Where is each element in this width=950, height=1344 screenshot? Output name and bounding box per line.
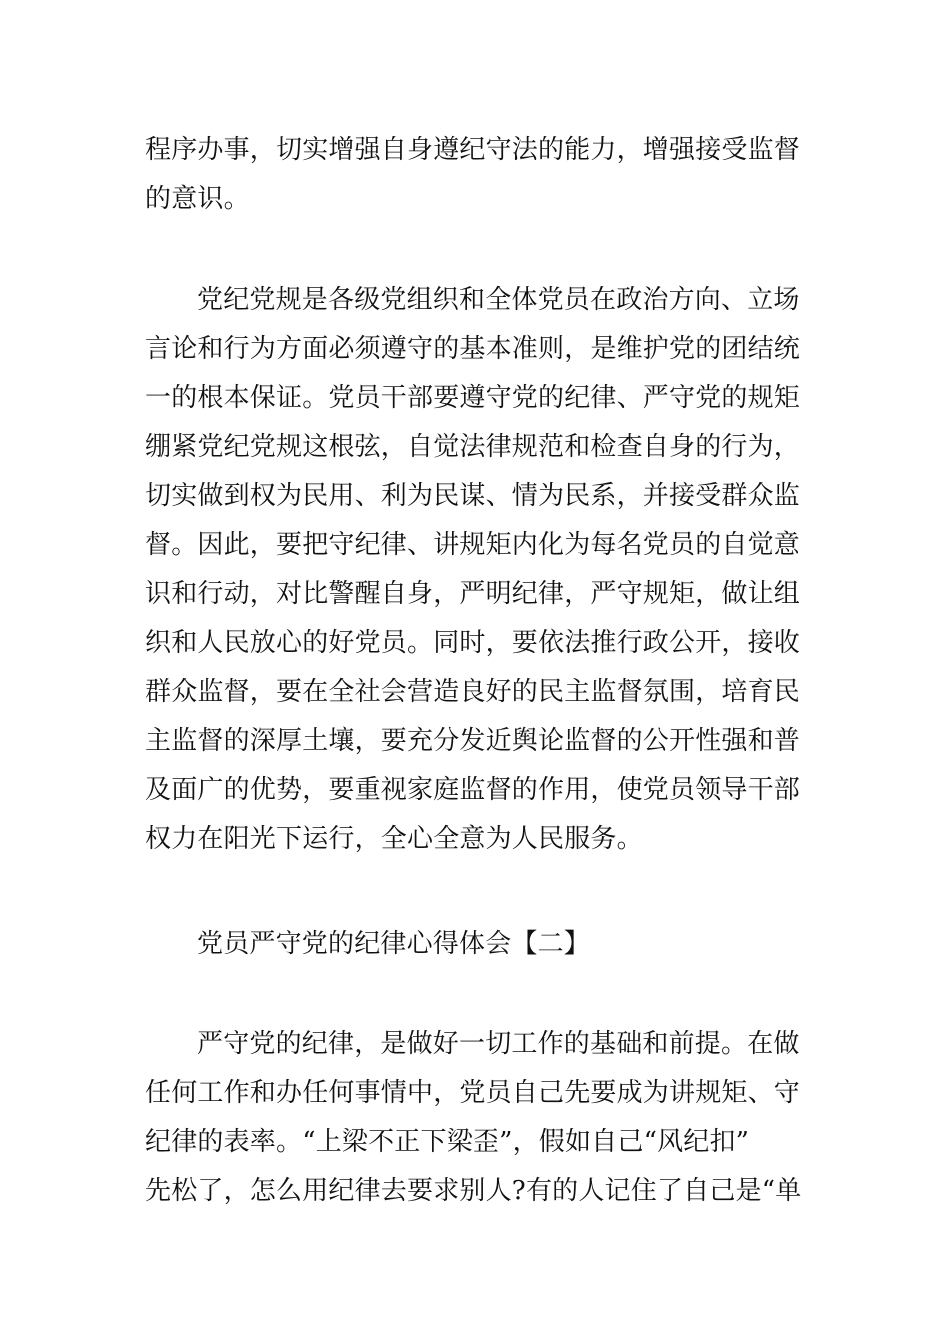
text-line: 严守党的纪律，是做好一切工作的基础和前提。在做 <box>197 1029 800 1059</box>
text-line: 织和人民放心的好党员。同时，要依法推行政公开，接收 <box>145 628 801 658</box>
text-line: 言论和行为方面必须遵守的基本准则，是维护党的团结统 <box>145 334 801 364</box>
text-line: 识和行动，对比警醒自身，严明纪律，严守规矩，做让组 <box>145 579 801 609</box>
paragraph-strict-discipline <box>145 1020 815 1216</box>
text-line: 主监督的深厚土壤，要充分发近舆论监督的公开性强和普 <box>145 726 801 756</box>
text-line: 纪律的表率。“上梁不正下梁歪”，假如自己“风纪扣” <box>145 1127 750 1157</box>
text-line: 程序办事，切实增强自身遵纪守法的能力，增强接受监督 <box>145 135 801 165</box>
text-line: 督。因此，要把守纪律、讲规矩内化为每名党员的自觉意 <box>145 530 801 560</box>
text-line: 先松了，怎么用纪律去要求别人?有的人记住了自己是“单 <box>145 1176 802 1206</box>
heading-text: 党员严守党的纪律心得体会【二】 <box>197 929 591 959</box>
text-line: 群众监督，要在全社会营造良好的民主监督氛围，培育民 <box>145 677 801 707</box>
section-heading <box>145 920 815 969</box>
text-line: 切实做到权为民用、利为民谋、情为民系，并接受群众监 <box>145 481 801 511</box>
text-line: 权力在阳光下运行，全心全意为人民服务。 <box>145 824 643 854</box>
text-line: 及面广的优势，要重视家庭监督的作用，使党员领导干部 <box>145 775 801 805</box>
text-line: 任何工作和办任何事情中，党员自己先要成为讲规矩、守 <box>145 1078 801 1108</box>
text-line: 党纪党规是各级党组织和全体党员在政治方向、立场 <box>197 285 800 315</box>
text-line: 一的根本保证。党员干部要遵守党的纪律、严守党的规矩 <box>145 383 801 413</box>
text-line: 绷紧党纪党规这根弦，自觉法律规范和检查自身的行为， <box>145 432 801 462</box>
paragraph-continuation <box>145 126 815 224</box>
paragraph-party-discipline <box>145 276 815 864</box>
text-line: 的意识。 <box>145 184 250 214</box>
